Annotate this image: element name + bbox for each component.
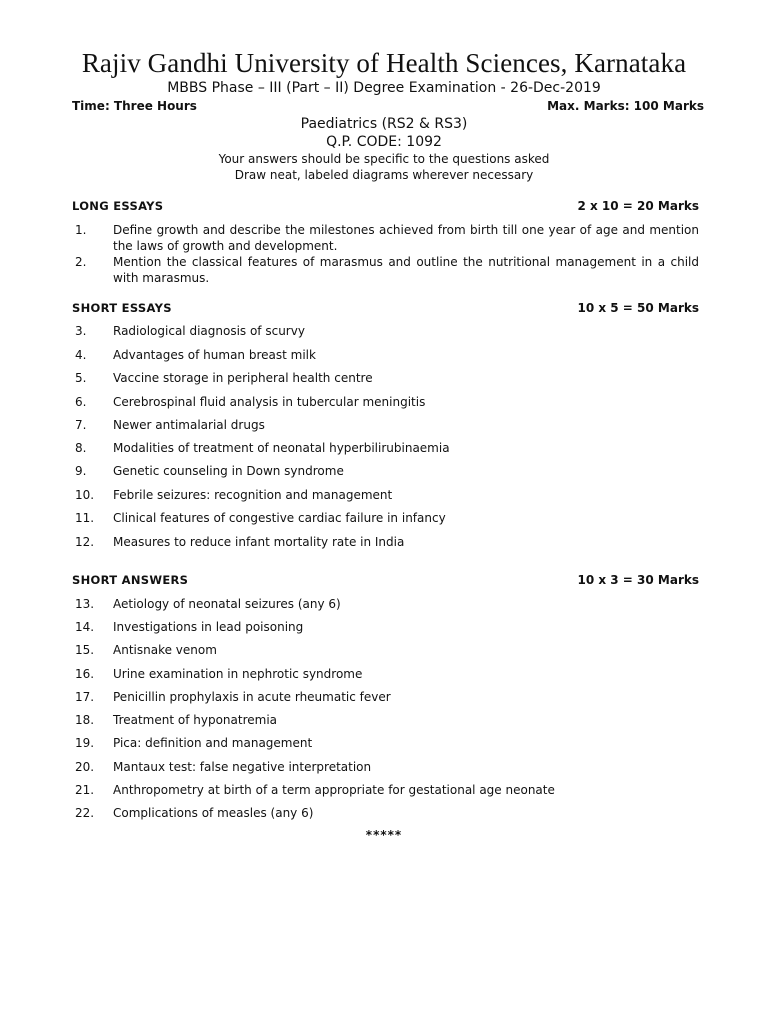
question-number: 6.	[75, 395, 87, 409]
question-text: Measures to reduce infant mortality rate in India	[113, 535, 405, 549]
question-number: 9.	[75, 464, 87, 478]
question-text: Genetic counseling in Down syndrome	[113, 464, 344, 478]
question-number: 4.	[75, 348, 87, 362]
exam-title: MBBS Phase – III (Part – II) Degree Examination - 26-Dec-2019	[167, 80, 601, 96]
question-text: Aetiology of neonatal seizures (any 6)	[113, 597, 341, 611]
question-number: 11.	[75, 511, 95, 525]
question-number: 5.	[75, 371, 87, 385]
question-number: 20.	[75, 760, 95, 774]
qp-code: Q.P. CODE: 1092	[326, 134, 442, 150]
subject-title: Paediatrics (RS2 & RS3)	[300, 116, 468, 132]
long-essays-marks: 2 x 10 = 20 Marks	[577, 199, 699, 213]
question-number: 22.	[75, 806, 95, 820]
question-text: Clinical features of congestive cardiac failure in infancy	[113, 511, 446, 525]
question-text: Mention the classical features of marasmus and outline the nutritional management in a child with marasmus.	[113, 255, 699, 285]
max-marks: Max. Marks: 100 Marks	[547, 99, 704, 113]
question-text: Define growth and describe the milestones achieved from birth till one year of age and mention the laws of growth and development.	[113, 223, 699, 253]
question-item	[72, 254, 700, 286]
short-essays-heading: SHORT ESSAYS	[72, 301, 172, 315]
question-number: 13.	[75, 597, 95, 611]
question-text: Febrile seizures: recognition and management	[113, 488, 393, 502]
question-number: 15.	[75, 643, 95, 657]
question-text: Radiological diagnosis of scurvy	[113, 324, 305, 338]
question-number: 17.	[75, 690, 95, 704]
end-of-paper-mark: *****	[365, 828, 403, 842]
instruction-specific: Your answers should be specific to the questions asked	[218, 152, 550, 166]
short-answers-marks: 10 x 3 = 30 Marks	[577, 573, 699, 587]
question-text: Modalities of treatment of neonatal hyperbilirubinaemia	[113, 441, 450, 455]
question-text: Treatment of hyponatremia	[113, 713, 278, 727]
question-number: 2.	[75, 255, 87, 269]
university-title: Rajiv Gandhi University of Health Sciences, Karnataka	[81, 48, 687, 78]
short-essays-marks: 10 x 5 = 50 Marks	[577, 301, 699, 315]
question-number: 1.	[75, 223, 87, 237]
exam-duration: Time: Three Hours	[72, 99, 197, 113]
question-text: Penicillin prophylaxis in acute rheumatic fever	[113, 690, 391, 704]
question-number: 21.	[75, 783, 95, 797]
question-text: Newer antimalarial drugs	[113, 418, 265, 432]
question-text: Vaccine storage in peripheral health centre	[113, 371, 373, 385]
question-text: Pica: definition and management	[113, 736, 313, 750]
question-number: 3.	[75, 324, 87, 338]
question-number: 7.	[75, 418, 87, 432]
question-number: 8.	[75, 441, 87, 455]
question-number: 12.	[75, 535, 95, 549]
question-number: 18.	[75, 713, 95, 727]
question-text: Complications of measles (any 6)	[113, 806, 314, 820]
long-essays-heading: LONG ESSAYS	[72, 199, 164, 213]
question-number: 19.	[75, 736, 95, 750]
question-text: Anthropometry at birth of a term appropriate for gestational age neonate	[113, 783, 555, 797]
short-answers-heading: SHORT ANSWERS	[72, 573, 189, 587]
question-text: Cerebrospinal fluid analysis in tubercular meningitis	[113, 395, 426, 409]
instruction-diagrams: Draw neat, labeled diagrams wherever necessary	[234, 168, 534, 182]
question-item	[72, 222, 700, 254]
question-text: Urine examination in nephrotic syndrome	[113, 667, 363, 681]
question-number: 14.	[75, 620, 95, 634]
question-number: 16.	[75, 667, 95, 681]
question-text: Investigations in lead poisoning	[113, 620, 304, 634]
question-number: 10.	[75, 488, 95, 502]
question-text: Advantages of human breast milk	[113, 348, 316, 362]
question-text: Antisnake venom	[113, 643, 217, 657]
question-text: Mantaux test: false negative interpretation	[113, 760, 372, 774]
